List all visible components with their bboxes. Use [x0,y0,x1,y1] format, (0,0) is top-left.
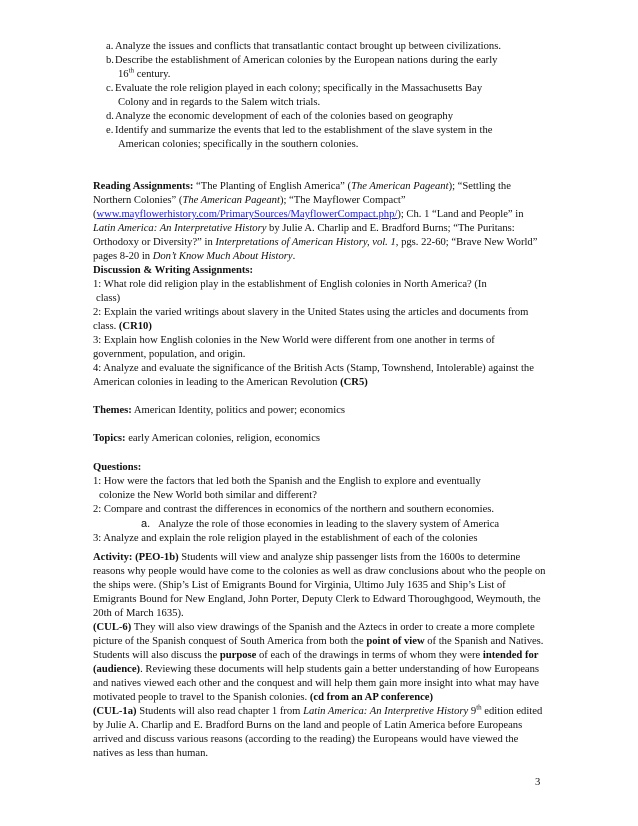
activity-text: Students will view and analyze ship passenger lists from the 1600s to determine reasons why people would have come to the colonies as well as draw conclusions about who the people on the ships were. (Ship’s List of Emigrants Bound for Virginia, Ultimo July 1635 and Ship’s List of Emigrants Bound for New England, John Porter, Deputy Clerk to Edward Thoroughgood, Weymouth, the 20th of March 1635). [93,552,546,619]
objective-c [93,82,548,110]
activity-text: edition edited by Julie A. Charlip and E. Bradford Burns on the land and people of Latin America before Europeans arrived and discuss various reasons (according to the reading) the Europeans would have viewed the natives as less than human. [93,706,543,759]
discussion-q3 [93,334,548,362]
discussion-heading [93,264,548,278]
reading-assignments [93,180,548,264]
questions-section [93,461,548,546]
question-text: 3: Explain how English colonies in the New World were different from one another in terms of government, population, and origin. [93,335,495,360]
objective-letter: a. [106,41,114,52]
question-text: 3: Analyze and explain the role religion played in the establishment of each of the colonies [93,533,478,544]
question-text: 1: How were the factors that led both the Spanish and the English to explore and eventually [93,476,481,487]
book-title: The American Pageant [351,181,449,192]
objective-a [93,40,548,54]
book-title: The American Pageant [182,195,280,206]
activity-text: of the Spanish and Natives. Students will also discuss the [93,636,544,661]
question-text: 1: What role did religion play in the establishment of English colonies in North America? (In [93,279,487,290]
objective-e [93,124,548,152]
discussion-section [93,264,548,390]
curriculum-tag: (CR10) [118,321,152,332]
discussion-q1 [93,278,548,306]
century-number: 16 [118,69,129,80]
emphasis: point of view [366,636,425,647]
question-2 [93,503,548,517]
reading-label: Reading Assignments: [93,181,194,192]
heading-text: Questions: [93,462,142,473]
superscript: th [476,703,482,712]
activity-cul6 [93,621,548,705]
heading-text: Discussion & Writing Assignments: [93,265,254,276]
objective-continuation: Colony and in regards to the Salem witch trials. [118,97,321,108]
activity-peo [93,551,548,621]
book-title: Interpretations of American History, vol. 1 [215,237,396,248]
topics [93,432,548,446]
activity-text: Students will also read chapter 1 from [136,706,304,717]
activity-text: . Reviewing these documents will help students gain a better understanding of how Europeans and natives viewed each other and the conquest and will help them gain more insight into what may have motivated people to travel to the Spanish colonies. [93,664,540,703]
curriculum-tag: (CR5) [340,377,368,388]
objective-text: Evaluate the role religion played in each colony; specifically in the Massachusetts Bay [115,83,483,94]
objective-text: Identify and summarize the events that led to the establishment of the slave system in the [115,125,493,136]
objective-letter: c. [106,83,114,94]
themes [93,404,548,418]
objectives-list [93,40,548,152]
objective-text: Analyze the economic development of each of the colonies based on geography [115,111,453,122]
question-continuation: class) [96,293,121,304]
question-3 [93,532,548,546]
source-note: (cd from an AP conference) [309,692,434,703]
discussion-q4 [93,362,548,390]
reading-text: ); “The Mayflower Compact” ( [93,195,406,220]
curriculum-tag: (CUL-6) [93,622,132,633]
objective-letter: b. [106,55,114,66]
activity-label: Activity: (PEO-1b) [93,552,179,563]
edition-number: 9 [468,706,477,717]
century-text: century. [134,69,171,80]
reading-text: , pgs. 22-60; “Brave New World” pages 8-20 in [93,237,538,262]
curriculum-tag: (CUL-1a) [93,706,137,717]
page-number: 3 [535,777,541,788]
subquestion-letter: a. [141,518,151,530]
reading-paragraph [93,180,548,264]
objective-continuation: American colonies; specifically in the southern colonies. [118,139,359,150]
topics-label: Topics: [93,433,126,444]
reading-text: . [292,251,296,262]
topics-text: early American colonies, religion, economics [125,433,321,444]
discussion-q2 [93,306,548,334]
emphasis: intended for (audience) [93,650,539,675]
reading-text: ); Ch. 1 “Land and People” in [397,209,524,220]
book-title: Don’t Know Much About History [152,251,293,262]
activity-text: They will also view drawings of the Spanish and the Aztecs in order to create a more complete picture of the Spanish conquest of South America from both the [93,622,535,647]
emphasis: purpose [219,650,257,661]
superscript: th [128,66,135,75]
reading-text: “The Planting of English America” ( [193,181,352,192]
themes-label: Themes: [93,405,132,416]
topics-line [93,432,548,446]
objective-b [93,54,548,82]
themes-text: American Identity, politics and power; economics [131,405,346,416]
subquestion-text: Analyze the role of those economies in leading to the slavery system of America [158,519,500,530]
question-text: 2: Compare and contrast the differences in economics of the northern and southern economies. [93,504,495,515]
objective-text: Analyze the issues and conflicts that transatlantic contact brought up between civilizations. [115,41,501,52]
objective-letter: e. [106,125,114,136]
book-title: Latin America: An Interpretive History [303,706,469,717]
mayflower-compact-link[interactable]: www.mayflowerhistory.com/PrimarySources/MayflowerCompact.php/ [96,209,398,220]
questions-heading [93,461,548,475]
objective-letter: d. [106,111,114,122]
question-2a [93,517,548,532]
reading-text: ); “Settling the Northern Colonies” ( [93,181,511,206]
activity-cul1a [93,705,548,761]
activity-text: of each of the drawings in terms of whom they were [256,650,483,661]
objective-d [93,110,548,124]
question-text: 4: Analyze and evaluate the significance of the British Acts (Stamp, Townshend, Intolerable) against the American colonies in leading to the American Revolution [93,363,534,388]
question-text: 2: Explain the varied writings about slavery in the United States using the articles and documents from class. [93,307,529,332]
objective-continuation [115,68,548,82]
reading-text: by Julie A. Charlip and E. Bradford Burns; “The Puritans: Orthodoxy or Diversity?” in [93,223,515,248]
question-continuation: colonize the New World both similar and different? [99,490,317,501]
objective-text: Describe the establishment of American colonies by the European nations during the early [115,55,498,66]
activity-section [93,551,548,761]
themes-line [93,404,548,418]
book-title: Latin America: An Interpretative History [93,223,267,234]
question-1 [93,475,548,503]
